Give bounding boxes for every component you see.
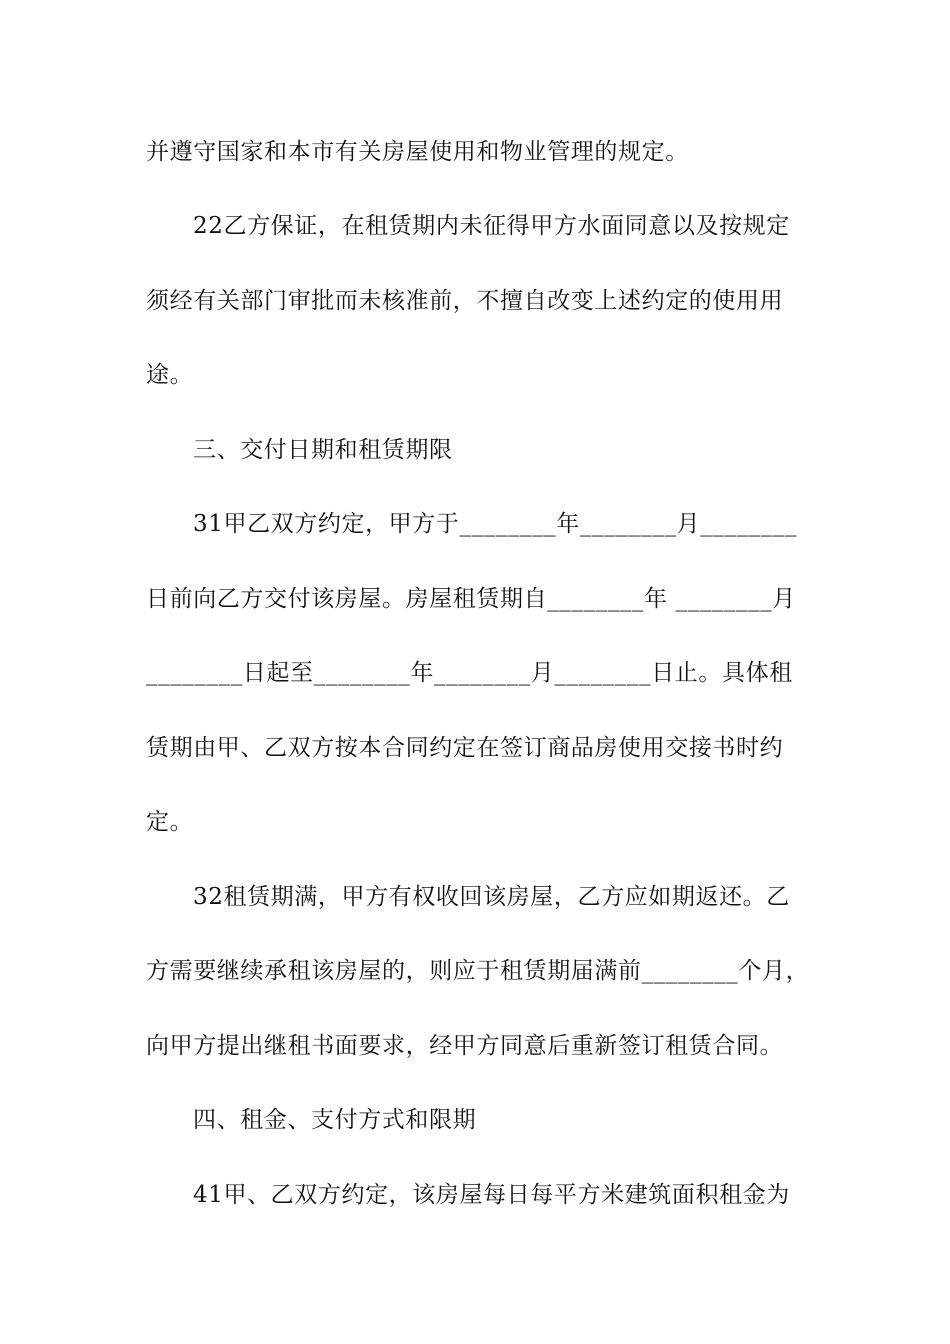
text-line: 方需要继续承租该房屋的，则应于租赁期届满前________个月， (146, 958, 810, 984)
clause-4-1-line: 41甲、乙双方约定，该房屋每日每平方米建筑面积租金为 (193, 1182, 790, 1208)
section-heading: 四、租金、支付方式和限期 (193, 1107, 477, 1133)
text-line: ________日起至________年________月________日止。具体租 (146, 660, 793, 686)
section-heading: 三、交付日期和租赁期限 (193, 437, 453, 463)
text-line: 并遵守国家和本市有关房屋使用和物业管理的规定。 (146, 139, 689, 165)
text-line: 向甲方提出继租书面要求，经甲方同意后重新签订租赁合同。 (146, 1033, 784, 1059)
text-line: 定。 (146, 809, 194, 835)
text-line: 须经有关部门审批而未核准前，不擅自改变上述约定的使用用 (146, 288, 784, 314)
text-line: 途。 (146, 362, 194, 388)
text-line: 日前向乙方交付该房屋。房屋租赁期自________年 ________月 (146, 586, 796, 612)
clause-3-1-line: 31甲乙双方约定，甲方于________年________月________ (193, 511, 798, 537)
text-line: 赁期由甲、乙双方按本合同约定在签订商品房使用交接书时约 (146, 735, 784, 761)
clause-3-2-line: 32租赁期满，甲方有权收回该房屋，乙方应如期返还。乙 (193, 884, 790, 910)
clause-2-2-line: 22乙方保证，在租赁期内未征得甲方水面同意以及按规定 (193, 213, 790, 239)
